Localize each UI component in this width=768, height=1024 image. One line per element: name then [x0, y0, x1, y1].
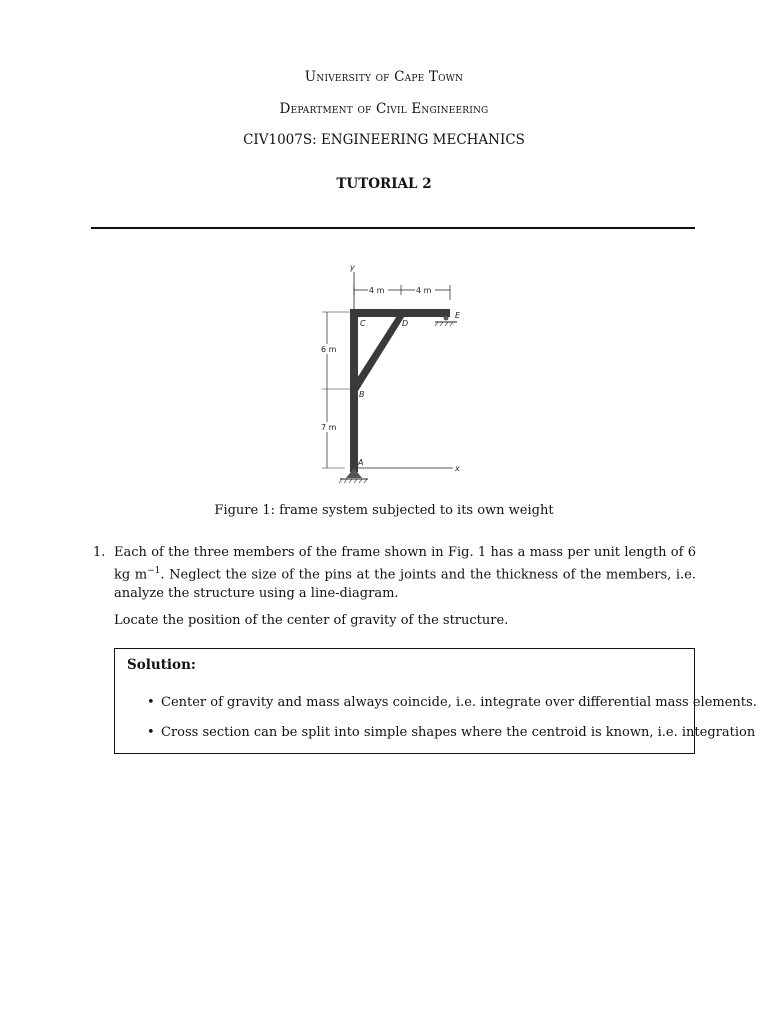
dim-label-4m-left: 4 m	[369, 286, 385, 295]
roller-support-e	[444, 316, 449, 321]
question-1	[93, 543, 696, 630]
dim-label-7m: 7 m	[321, 423, 337, 432]
question-number: 1.	[93, 545, 106, 560]
tutorial-title: TUTORIAL 2	[336, 176, 432, 192]
point-label-e: E	[455, 311, 461, 320]
point-label-d: D	[402, 319, 409, 328]
solution-bullet: • Center of gravity and mass always coincide, i.e. integrate over differential mass elements.	[147, 695, 757, 710]
dim-label-6m: 6 m	[321, 345, 337, 354]
point-label-c: C	[360, 319, 366, 328]
question-task: Locate the position of the center of gravity of the structure.	[114, 613, 509, 629]
y-axis-label: y	[350, 263, 355, 272]
solution-box	[114, 648, 757, 754]
solution-title: Solution:	[127, 657, 196, 673]
x-axis-label: x	[455, 464, 460, 473]
department-title: Department of Civil Engineering	[279, 101, 489, 117]
dim-label-4m-right: 4 m	[416, 286, 432, 295]
member-vertical	[350, 309, 358, 472]
header-rule	[91, 227, 695, 229]
figure-caption: Figure 1: frame system subjected to its own weight	[214, 503, 554, 518]
university-title: University of Cape Town	[304, 69, 464, 85]
question-text: Each of the three members of the frame shown in Fig. 1 has a mass per unit length of 6 kg $m^{-1}$. Neglect the size of the pins at the joints and the thickness of the members, i.e. analyze the structure using a line-diagram.	[114, 545, 696, 602]
pin-support-a	[346, 468, 362, 478]
course-title: CIV1007S: ENGINEERING MECHANICS	[243, 132, 525, 148]
solution-bullet: • Cross section can be split into simple shapes where the centroid is known, i.e. integration	[147, 725, 756, 740]
point-label-a: A	[358, 458, 364, 467]
frame-figure	[305, 248, 475, 498]
point-label-b: B	[359, 390, 365, 399]
